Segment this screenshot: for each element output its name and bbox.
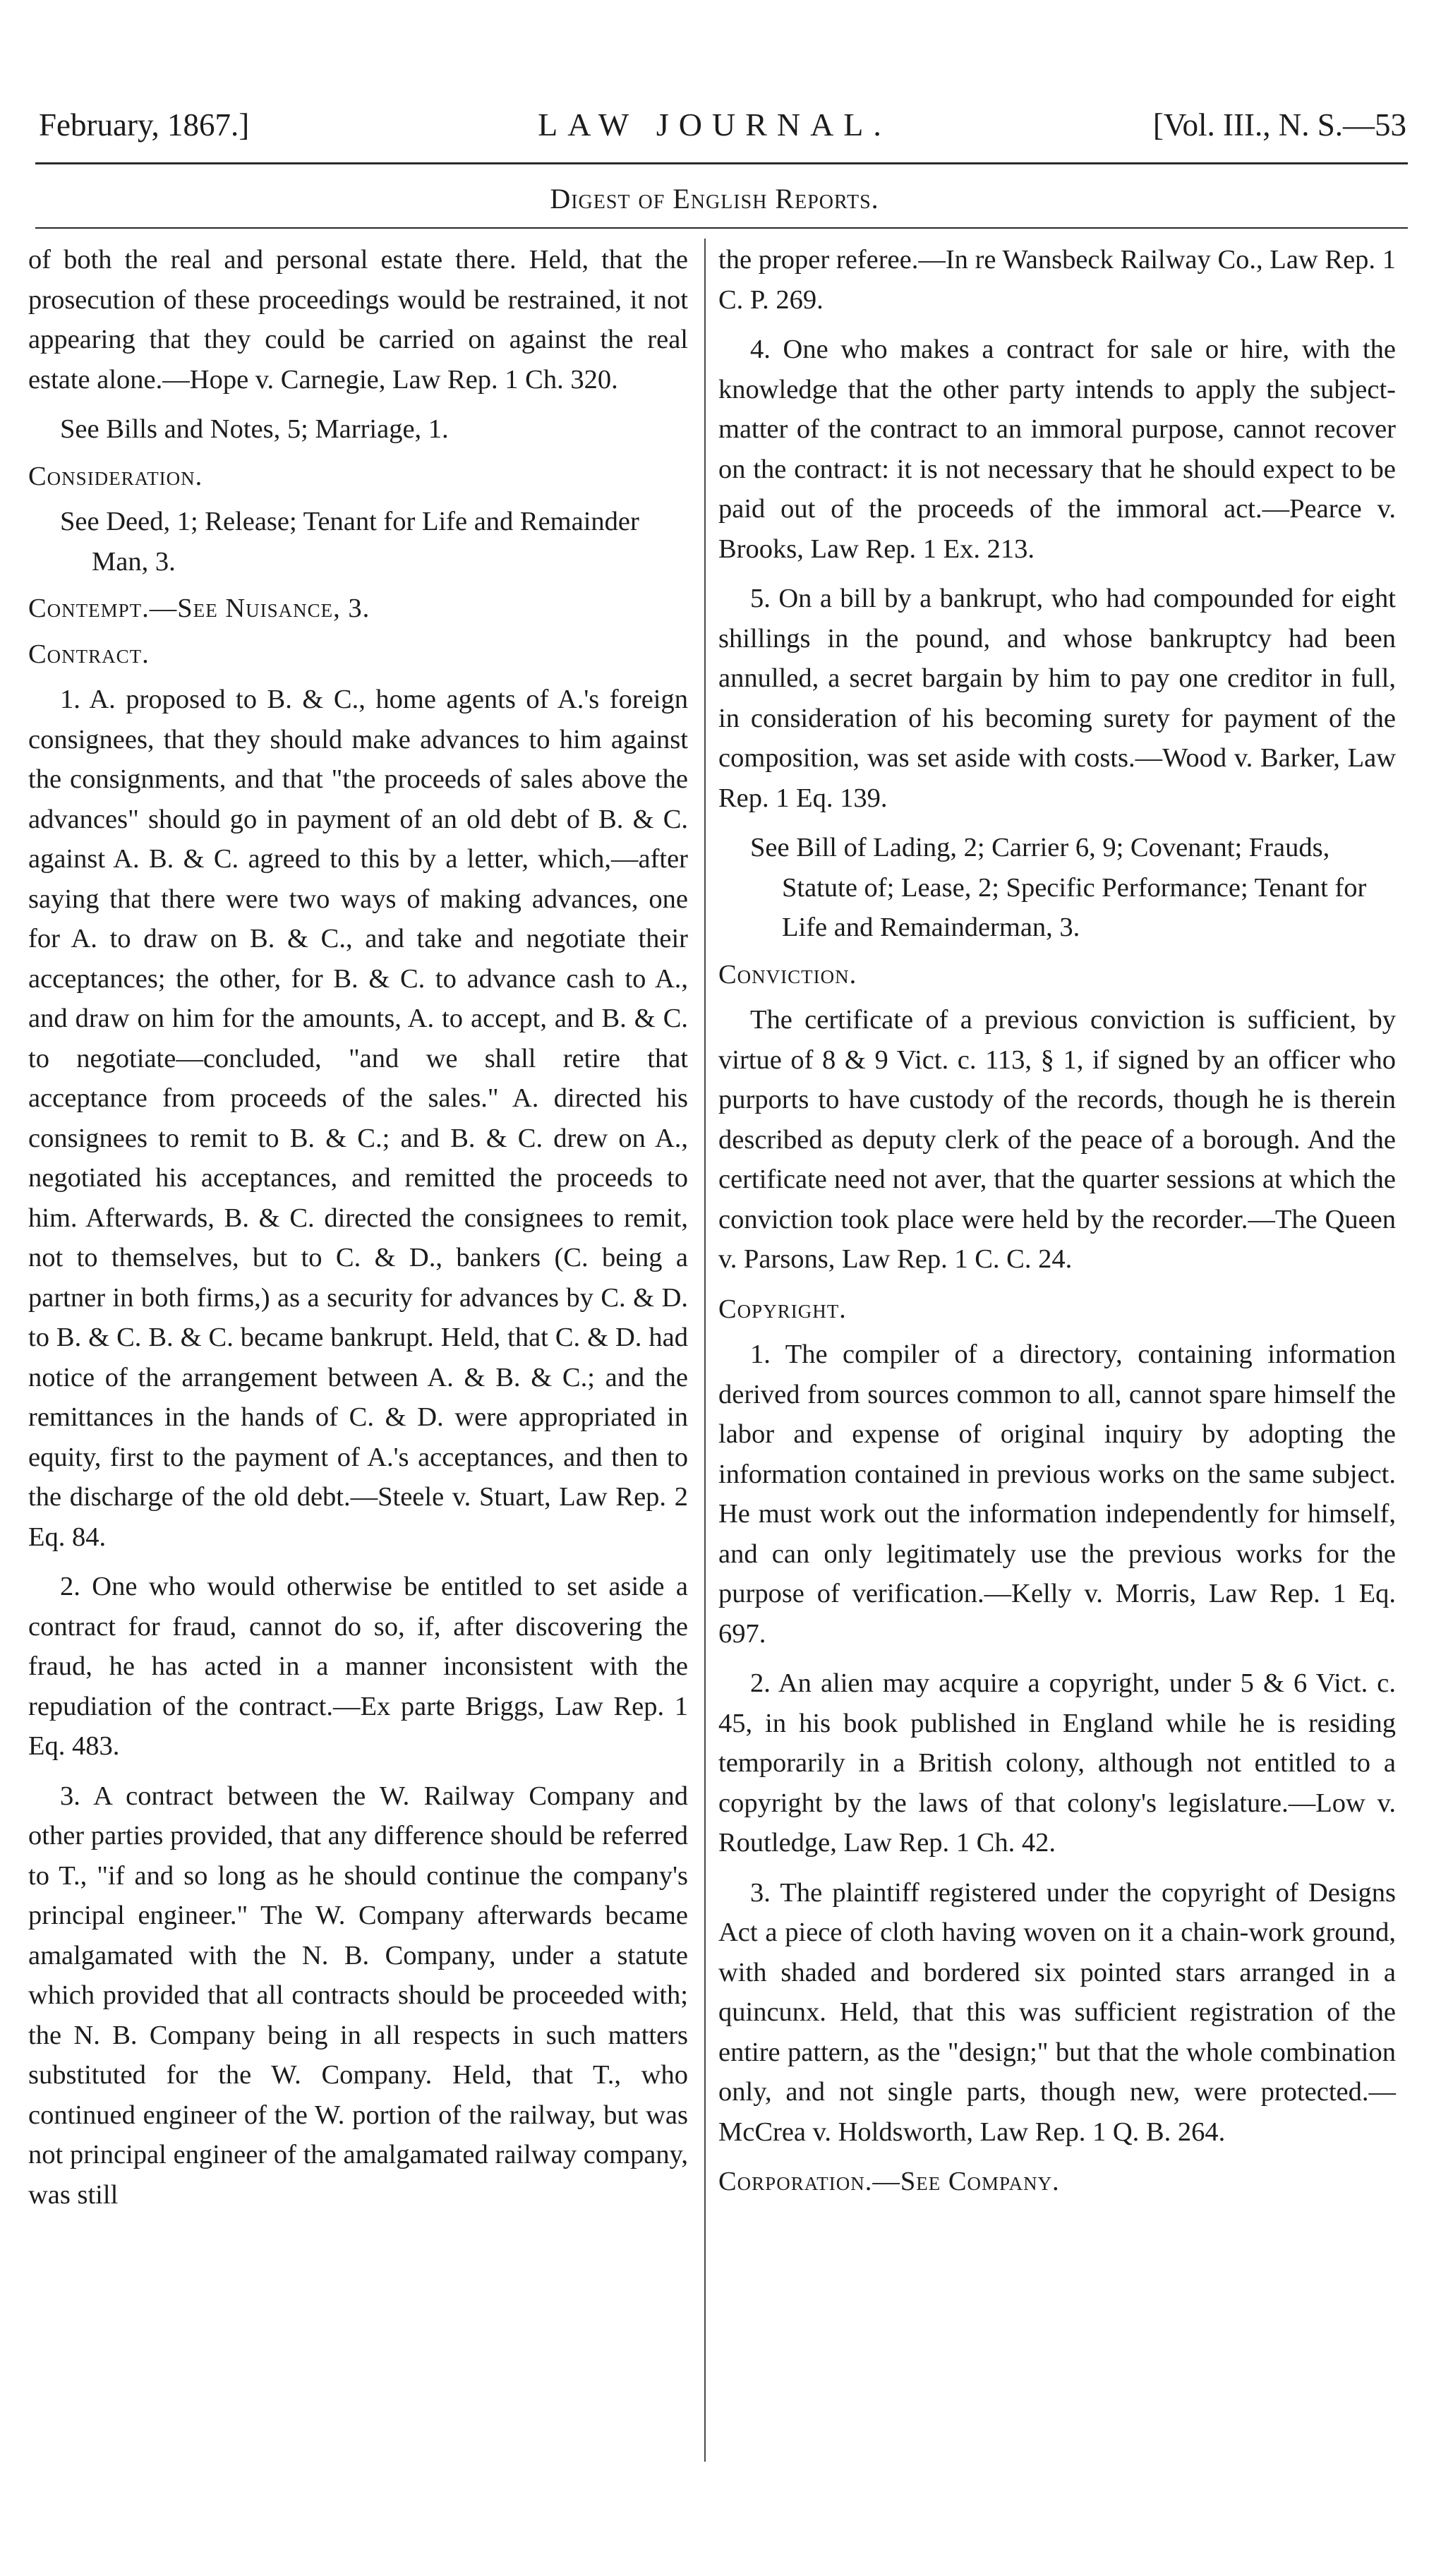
copyright-entry-2: 2. An alien may acquire a copyright, under 5 & 6 Vict. c. 45, in his book published in England while he is residing temporarily in a British colony, although not entitled to a copyright by the laws of that colony's legislature.—Low v. Routledge, Law Rep. 1 Ch. 42. (718, 1668, 1396, 1858)
paragraph-wansbeck-railway: the proper referee.—In re Wansbeck Railway Co., Law Rep. 1 C. P. 269. (718, 245, 1396, 315)
heading-conviction: Conviction. (718, 959, 857, 989)
heading-contempt: Contempt.—See Nuisance, 3. (28, 594, 370, 623)
column-divider (704, 239, 706, 2462)
contract-entry-5: 5. On a bill by a bankrupt, who had compounded for eight shillings in the pound, and whose bankruptcy had been annulled, a secret bargain by him to pay one creditor in full, in consideration of his becoming surety for payment of the composition, was set aside with costs.—Wood v. Barker, Law Rep. 1 Eq. 139. (718, 584, 1396, 813)
running-head-volume-page: [Vol. III., N. S.—53 (1152, 107, 1406, 143)
section-title: Digest of English Reports. (550, 183, 879, 215)
heading-contract: Contract. (28, 639, 150, 669)
heading-corporation: Corporation.—See Company. (718, 2167, 1060, 2196)
header-rule (35, 162, 1408, 164)
contract-entry-2: 2. One who would otherwise be entitled to set aside a contract for fraud, cannot do so, if, after discovering the fraud, he has acted in a manner inconsistent with the repudiation of the contract.—Ex parte Briggs, Law Rep. 1 Eq. 483. (28, 1572, 688, 1761)
copyright-entry-1: 1. The compiler of a directory, containing information derived from sources common to all, cannot spare himself the labor and expense of original inquiry by adopting the information contained in previous works on the same subject. He must work out the information independently for himself, and can only legitimately use the previous works for the purpose of verification.—Kelly v. Morris, Law Rep. 1 Eq. 697. (718, 1340, 1396, 1649)
running-head-title: LAW JOURNAL. (538, 107, 891, 143)
conviction-entry: The certificate of a previous conviction is sufficient, by virtue of 8 & 9 Vict. c. 113, § 1, if signed by an officer who purports to have custody of the records, though he is therein described as deputy clerk of the peace of a borough. And the certificate need not aver, that the quarter sessions at which the conviction took place were held by the recorder.—The Queen v. Parsons, Law Rep. 1 C. C. 24. (718, 1005, 1396, 1274)
paragraph-hope-v-carnegie: of both the real and personal estate there. Held, that the prosecution of these proceedings would be restrained, it not appearing that they could be carried on against the real estate alone.—Hope v. Carnegie, Law Rep. 1 Ch. 320. (28, 245, 688, 395)
cross-reference: See Bill of Lading, 2; Carrier 6, 9; Covenant; Frauds, Statute of; Lease, 2; Specific Performance; Tenant for Life and Remainderman, 3. (750, 833, 1367, 942)
right-column (718, 240, 1396, 2208)
contract-entry-4: 4. One who makes a contract for sale or hire, with the knowledge that the other party intends to apply the subject-matter of the contract to an immoral purpose, cannot recover on the contract: it is not necessary that he should expect to be paid out of the proceeds of the immoral act.—Pearce v. Brooks, Law Rep. 1 Ex. 213. (718, 335, 1396, 564)
section-rule (35, 227, 1408, 229)
running-head-date: February, 1867.] (39, 107, 250, 143)
heading-consideration: Consideration. (28, 461, 203, 491)
heading-copyright: Copyright. (718, 1294, 847, 1324)
cross-reference: See Deed, 1; Release; Tenant for Life and Remainder Man, 3. (60, 507, 639, 577)
contract-entry-1: 1. A. proposed to B. & C., home agents of A.'s foreign consignees, that they should make advances to him against the consignments, and that "the proceeds of sales above the advances" should go in payment of an old debt of B. & C. against A. B. & C. agreed to this by a letter, which,—after saying that there were two ways of making advances, one for A. to draw on B. & C., and take and negotiate their acceptances; the other, for B. & C. to advance cash to A., and draw on him for the amounts, A. to accept, and B. & C. to negotiate—concluded, "and we shall retire that acceptance from proceeds of the sales." A. directed his consignees to remit to B. & C.; and B. & C. drew on A., negotiated his acceptances, and remitted the proceeds to him. Afterwards, B. & C. directed the consignees to remit, not to themselves, but to C. & D., bankers (C. being a partner in both firms,) as a security for advances by C. & D. to B. & C. B. & C. became bankrupt. Held, that C. & D. had notice of the arrangement between A. & B. & C.; and the remittances in the hands of C. & D. were appropriated in equity, first to the payment of A.'s acceptances, and then to the discharge of the old debt.—Steele v. Stuart, Law Rep. 2 Eq. 84. (28, 685, 688, 1552)
left-column (28, 240, 688, 2225)
cross-reference: See Bills and Notes, 5; Marriage, 1. (60, 414, 449, 444)
contract-entry-3: 3. A contract between the W. Railway Company and other parties provided, that any difference should be referred to T., "if and so long as he should continue the company's principal engineer." The W. Company afterwards became amalgamated with the N. B. Company, under a statute which provided that all contracts should be proceeded with; the N. B. Company being in all respects in such matters substituted for the W. Company. Held, that T., who continued engineer of the W. portion of the railway, but was not principal engineer of the amalgamated railway company, was still (28, 1781, 688, 2210)
copyright-entry-3: 3. The plaintiff registered under the copyright of Designs Act a piece of cloth having woven on it a chain-work ground, with shaded and bordered six pointed stars arranged in a quincunx. Held, that this was sufficient registration of the entire pattern, as the "design;" but that the whole combination only, and not single parts, though new, were protected.—McCrea v. Holdsworth, Law Rep. 1 Q. B. 264. (718, 1877, 1396, 2147)
